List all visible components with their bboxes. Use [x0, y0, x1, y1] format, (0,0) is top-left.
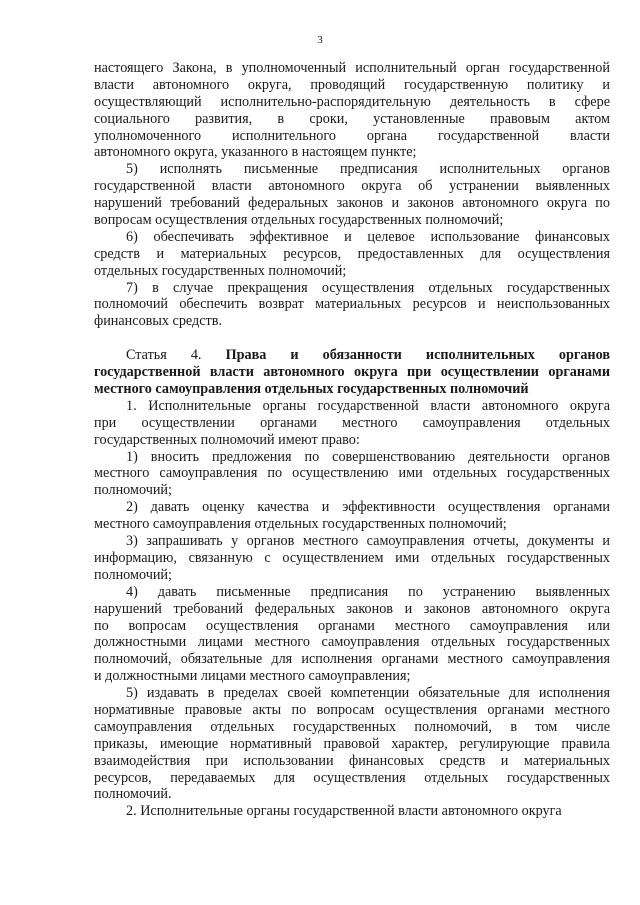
- paragraph-line: 3) запрашивать у органов местного самоуправления отчеты, документы и: [126, 533, 610, 550]
- paragraph-line: 5) исполнять письменные предписания исполнительных органов: [126, 161, 610, 178]
- article-heading: [94, 347, 610, 398]
- paragraph-line: самоуправления отдельных государственных полномочий, в том числе: [94, 718, 610, 735]
- paragraph: [94, 803, 610, 820]
- paragraph-line: государственной власти автономного округа об устранении выявленных: [94, 178, 610, 195]
- paragraph-line: средств и материальных ресурсов, предоставленных для осуществления: [94, 245, 610, 262]
- paragraph: [94, 449, 610, 500]
- paragraph-line: полномочий, обязательные для исполнения органами местного самоуправления: [94, 651, 610, 668]
- paragraph: [94, 161, 610, 229]
- paragraph-line: автономного округа, указанного в настоящем пункте;: [94, 144, 417, 161]
- paragraph-line: 1) вносить предложения по совершенствованию деятельности органов: [126, 448, 610, 465]
- paragraph: [94, 685, 610, 803]
- paragraph-line: 5) издавать в пределах своей компетенции обязательные для исполнения: [126, 685, 610, 702]
- paragraph-line: местного самоуправления отдельных государственных полномочий;: [94, 516, 507, 533]
- paragraph-line: местного самоуправления по осуществлению ими отдельных государственных: [94, 465, 610, 482]
- paragraph-line: отдельных государственных полномочий;: [94, 262, 347, 279]
- paragraph-line: и должностными лицами местного самоуправления;: [94, 668, 411, 685]
- paragraph-line: полномочий.: [94, 786, 172, 803]
- paragraph: [94, 229, 610, 280]
- paragraph-line: нарушений требований федеральных законов и законов автономного округа: [94, 600, 610, 617]
- paragraph-line: информацию, связанную с осуществлением ими отдельных государственных: [94, 549, 610, 566]
- paragraph: [94, 533, 610, 584]
- section-spacer: [94, 330, 610, 347]
- heading-line: [94, 347, 610, 364]
- paragraph-line: 2. Исполнительные органы государственной власти автономного округа: [126, 803, 562, 820]
- article-number: Статья 4.: [126, 347, 226, 364]
- paragraph: [94, 280, 610, 331]
- paragraph-line: вопросам осуществления отдельных государственных полномочий;: [94, 212, 504, 229]
- article-title-text: Права и обязанности исполнительных органов: [225, 347, 610, 364]
- paragraph-line: власти автономного округа, проводящий государственную политику и: [94, 76, 610, 93]
- paragraph: [94, 499, 610, 533]
- paragraph-line: осуществляющий исполнительно-распорядительную деятельность в сфере: [94, 93, 610, 110]
- paragraph-line: 6) обеспечивать эффективное и целевое использование финансовых: [126, 228, 610, 245]
- heading-line: местного самоуправления отдельных государственных полномочий: [94, 381, 529, 398]
- paragraph-line: взаимодействия при использовании финансовых средств и материальных: [94, 752, 610, 769]
- page-number: 3: [317, 34, 323, 46]
- paragraph: [94, 398, 610, 449]
- paragraph-line: государственных полномочий имеют право:: [94, 431, 360, 448]
- paragraph-line: 1. Исполнительные органы государственной власти автономного округа: [126, 397, 610, 414]
- paragraph-line: нарушений требований федеральных законов и законов автономного округа по: [94, 195, 610, 212]
- paragraph-line: уполномоченного исполнительного органа государственной власти: [94, 127, 610, 144]
- paragraph-line: настоящего Закона, в уполномоченный исполнительный орган государственной: [94, 60, 610, 76]
- paragraph-line: по вопросам осуществления органами местного самоуправления или: [94, 617, 610, 634]
- paragraph-line: 4) давать письменные предписания по устранению выявленных: [126, 583, 610, 600]
- paragraph-line: должностными лицами местного самоуправления отдельных государственных: [94, 634, 610, 651]
- paragraph-line: 7) в случае прекращения осуществления отдельных государственных: [126, 279, 610, 296]
- heading-line: государственной власти автономного округа при осуществлении органами: [94, 364, 610, 381]
- paragraph-line: при осуществлении органами местного самоуправления отдельных: [94, 414, 610, 431]
- paragraph-continued: [94, 60, 610, 161]
- paragraph: [94, 584, 610, 685]
- paragraph-line: полномочий;: [94, 566, 172, 583]
- paragraph-line: ресурсов, передаваемых для осуществления отдельных государственных: [94, 769, 610, 786]
- paragraph-line: приказы, имеющие нормативный правовой характер, регулирующие правила: [94, 735, 610, 752]
- paragraph-line: нормативные правовые акты по вопросам осуществления органами местного: [94, 701, 610, 718]
- paragraph-line: социального развития, в сроки, установленные правовым актом: [94, 110, 610, 127]
- paragraph-line: полномочий обеспечить возврат материальных ресурсов и неиспользованных: [94, 296, 610, 313]
- paragraph-line: полномочий;: [94, 482, 172, 499]
- document-body: [94, 60, 610, 820]
- paragraph-line: 2) давать оценку качества и эффективности осуществления органами: [126, 499, 610, 516]
- paragraph-line: финансовых средств.: [94, 313, 222, 330]
